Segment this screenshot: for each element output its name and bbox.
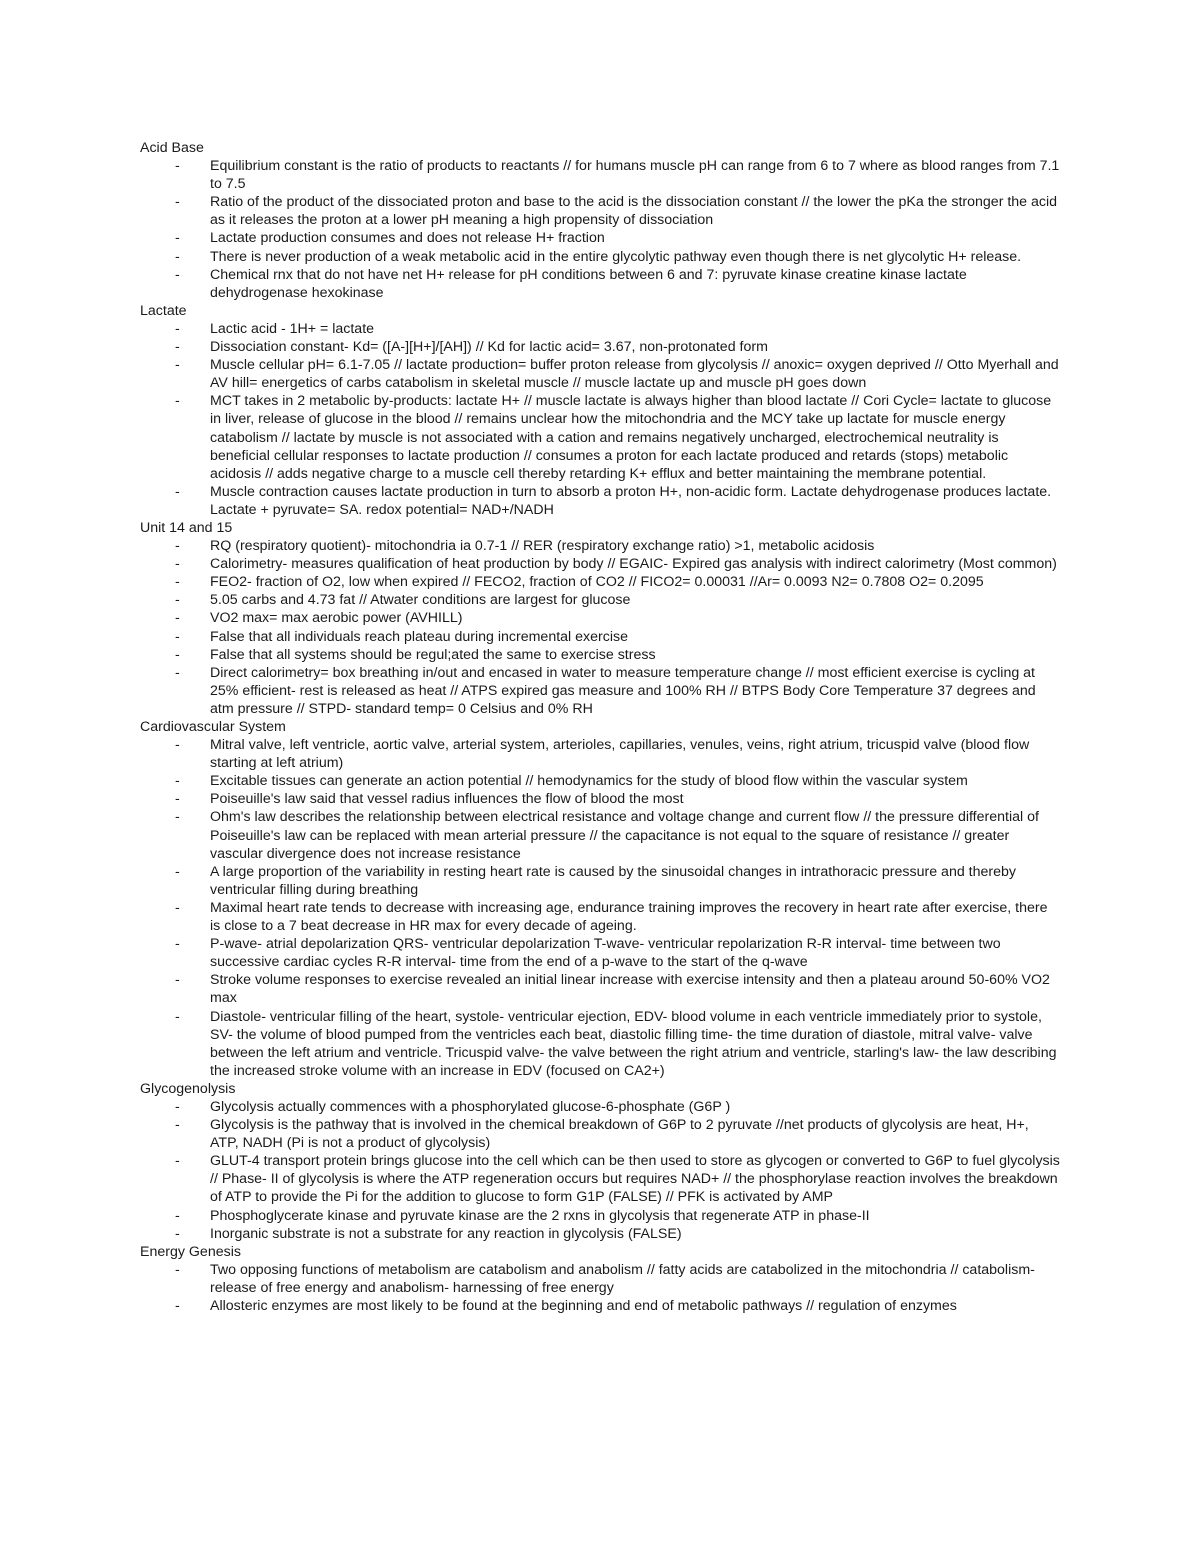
list-item bbox=[175, 790, 1060, 808]
list-item bbox=[175, 356, 1060, 392]
bullet-list bbox=[140, 537, 1060, 718]
bullet-list bbox=[140, 320, 1060, 519]
section-heading: Acid Base bbox=[140, 140, 204, 156]
list-item-text: Muscle cellular pH= 6.1-7.05 // lactate production= buffer proton release from glycolysis // anoxic= oxygen deprived // Otto Myerhall and AV hill= energetics of carbs catabolism in skeletal muscle // muscle lactate up and muscle pH goes down bbox=[210, 357, 1059, 392]
list-item-text: Muscle contraction causes lactate production in turn to absorb a proton H+, non-acidic form. Lactate dehydrogenase produces lactate. Lactate + pyruvate= SA. redox potential= NAD+/NADH bbox=[210, 483, 1052, 518]
list-item bbox=[175, 591, 1060, 609]
section-glycogenolysis bbox=[140, 1080, 1060, 1243]
bullet-dash: - bbox=[175, 1225, 180, 1242]
bullet-dash: - bbox=[175, 664, 180, 681]
list-item-text: Excitable tissues can generate an action potential // hemodynamics for the study of blood flow within the vascular system bbox=[210, 773, 968, 790]
section-lactate bbox=[140, 302, 1060, 519]
bullet-dash: - bbox=[175, 1207, 180, 1224]
bullet-list bbox=[140, 1098, 1060, 1243]
list-item bbox=[175, 1098, 1060, 1116]
list-item-text: Glycolysis is the pathway that is involved in the chemical breakdown of G6P to 2 pyruvate //net products of glycolysis are heat, H+, ATP, NADH (Pi is not a product of glycolysis) bbox=[210, 1117, 1029, 1152]
bullet-dash: - bbox=[175, 592, 180, 609]
bullet-dash: - bbox=[175, 320, 180, 337]
section-heading: Energy Genesis bbox=[140, 1243, 241, 1260]
list-item bbox=[175, 320, 1060, 338]
list-item bbox=[175, 537, 1060, 555]
notes-content bbox=[140, 139, 1060, 1315]
list-item bbox=[175, 935, 1060, 971]
list-item bbox=[175, 483, 1060, 519]
section-cardiovascular bbox=[140, 718, 1060, 1080]
section-unit-14-15 bbox=[140, 519, 1060, 718]
list-item-text: Phosphoglycerate kinase and pyruvate kinase are the 2 rxns in glycolysis that regenerate ATP in phase-II bbox=[210, 1207, 870, 1224]
bullet-dash: - bbox=[175, 646, 180, 663]
list-item-text: RQ (respiratory quotient)- mitochondria ia 0.7-1 // RER (respiratory exchange ratio) >1, metabolic acidosis bbox=[210, 538, 875, 555]
list-item-text: Inorganic substrate is not a substrate for any reaction in glycolysis (FALSE) bbox=[210, 1225, 682, 1242]
list-item bbox=[175, 1116, 1060, 1152]
list-item-text: MCT takes in 2 metabolic by-products: lactate H+ // muscle lactate is always higher than blood lactate // Cori Cycle= lactate to glucose in liver, release of glucose in the blood // remains unclear how the mitochondria and the MCY take up lactate for muscle energy catabolism // lactate by muscle is not associated with a cation and remains negatively uncharged, electrochemical neutrality is beneficial cellular responses to lactate production // consumes a proton for each lactate produced and retards (stops) metabolic acidosis // adds negative charge to a muscle cell thereby retarding K+ efflux and better maintaining the membrane potential. bbox=[210, 393, 1052, 482]
section-acid-base bbox=[140, 139, 1060, 302]
list-item bbox=[175, 646, 1060, 664]
list-item-text: Mitral valve, left ventricle, aortic valve, arterial system, arterioles, capillaries, venules, veins, right atrium, tricuspid valve (blood flow starting at left atrium) bbox=[210, 737, 1030, 772]
list-item bbox=[175, 229, 1060, 247]
bullet-dash: - bbox=[175, 773, 180, 790]
bullet-dash: - bbox=[175, 1153, 180, 1170]
list-item bbox=[175, 392, 1060, 482]
list-item-text: GLUT-4 transport protein brings glucose into the cell which can be then used to store as glycogen or converted to G6P to fuel glycolysis // Phase- II of glycolysis is where the ATP regeneration occurs but requires NAD+ // the phosphorylase reaction involves the breakdown of ATP to provide the Pi for the addition to glucose to form G1P (FALSE) // PFK is activated by AMP bbox=[210, 1153, 1060, 1206]
bullet-dash: - bbox=[175, 339, 180, 356]
list-item-text: VO2 max= max aerobic power (AVHILL) bbox=[210, 610, 463, 627]
list-item-text: Equilibrium constant is the ratio of products to reactants // for humans muscle pH can range from 6 to 7 where as blood ranges from 7.1 to 7.5 bbox=[210, 158, 1060, 193]
list-item bbox=[175, 266, 1060, 302]
bullet-list bbox=[140, 736, 1060, 1080]
list-item bbox=[175, 1152, 1060, 1206]
list-item-text: Lactate production consumes and does not release H+ fraction bbox=[210, 230, 605, 247]
bullet-list bbox=[140, 1261, 1060, 1315]
list-item-text: Stroke volume responses to exercise revealed an initial linear increase with exercise intensity and then a plateau around 50-60% VO2 max bbox=[210, 972, 1050, 1007]
list-item bbox=[175, 338, 1060, 356]
bullet-dash: - bbox=[175, 158, 180, 175]
bullet-dash: - bbox=[175, 483, 180, 500]
list-item-text: FEO2- fraction of O2, low when expired // FECO2, fraction of CO2 // FICO2= 0.00031 //Ar= 0.0093 N2= 0.7808 O2= 0.2095 bbox=[210, 574, 984, 591]
list-item-text: Lactic acid - 1H+ = lactate bbox=[210, 320, 375, 337]
section-energy-genesis bbox=[140, 1243, 1060, 1315]
bullet-dash: - bbox=[175, 936, 180, 953]
bullet-dash: - bbox=[175, 899, 180, 916]
bullet-dash: - bbox=[175, 393, 180, 410]
bullet-dash: - bbox=[175, 194, 180, 211]
list-item-text: A large proportion of the variability in resting heart rate is caused by the sinusoidal changes in intrathoracic pressure and thereby ventricular filling during breathing bbox=[210, 863, 1016, 898]
list-item-text: Chemical rnx that do not have net H+ release for pH conditions between 6 and 7: pyruvate kinase creatine kinase lactate dehydrogenase hexokinase bbox=[210, 266, 967, 301]
list-item-text: 5.05 carbs and 4.73 fat // Atwater conditions are largest for glucose bbox=[210, 592, 631, 609]
list-item-text: Ratio of the product of the dissociated proton and base to the acid is the dissociation constant // the lower the pKa the stronger the acid as it releases the proton at a lower pH meaning a high propensity of dissociation bbox=[210, 194, 1058, 229]
list-item bbox=[175, 1261, 1060, 1297]
list-item bbox=[175, 628, 1060, 646]
list-item-text: Ohm's law describes the relationship between electrical resistance and voltage change and current flow // the pressure differential of Poiseuille's law can be replaced with mean arterial pressure // the capacitance is not equal to the square of resistance // greater vascular divergence does not increase resistance bbox=[210, 809, 1039, 862]
bullet-dash: - bbox=[175, 248, 180, 265]
bullet-dash: - bbox=[175, 230, 180, 247]
list-item bbox=[175, 736, 1060, 772]
bullet-dash: - bbox=[175, 1261, 180, 1278]
list-item bbox=[175, 899, 1060, 935]
list-item bbox=[175, 863, 1060, 899]
list-item-text: Allosteric enzymes are most likely to be found at the beginning and end of metabolic pathways // regulation of enzymes bbox=[210, 1298, 957, 1314]
list-item-text: Two opposing functions of metabolism are catabolism and anabolism // fatty acids are catabolized in the mitochondria // catabolism- release of free energy and anabolism- harnessing of free energy bbox=[210, 1261, 1035, 1296]
list-item-text: There is never production of a weak metabolic acid in the entire glycolytic pathway even though there is net glycolytic H+ release. bbox=[210, 248, 1022, 265]
bullet-dash: - bbox=[175, 556, 180, 573]
list-item bbox=[175, 248, 1060, 266]
list-item-text: Poiseuille's law said that vessel radius influences the flow of blood the most bbox=[210, 791, 684, 808]
list-item bbox=[175, 609, 1060, 627]
list-item-text: Direct calorimetry= box breathing in/out and encased in water to measure temperature change // most efficient exercise is cycling at 25% efficient- rest is released as heat // ATPS expired gas measure and 100% RH // BTPS Body Core Temperature 37 degrees and atm pressure // STPD- standard temp= 0 Celsius and 0% RH bbox=[210, 664, 1036, 717]
list-item bbox=[175, 971, 1060, 1007]
list-item bbox=[175, 555, 1060, 573]
list-item-text: Dissociation constant- Kd= ([A-][H+]/[AH]) // Kd for lactic acid= 3.67, non-protonated form bbox=[210, 339, 768, 356]
section-heading: Lactate bbox=[140, 302, 187, 319]
bullet-dash: - bbox=[175, 1117, 180, 1134]
list-item-text: Diastole- ventricular filling of the heart, systole- ventricular ejection, EDV- blood volume in each ventricle immediately prior to systole, SV- the volume of blood pumped from the ventricles each beat, diastolic filling time- the time duration of diastole, mitral valve- valve between the left atrium and ventricle. Tricuspid valve- the valve between the right atrium and ventricle, starling's law- the law describing the increased stroke volume with an increase in EDV (focused on CA2+) bbox=[210, 1008, 1057, 1079]
bullet-dash: - bbox=[175, 628, 180, 645]
list-item-text: P-wave- atrial depolarization QRS- ventricular depolarization T-wave- ventricular repolarization R-R interval- time between two successive cardiac cycles R-R interval- time from the end of a p-wave to the start of the q-wave bbox=[210, 936, 1001, 971]
section-heading: Glycogenolysis bbox=[140, 1080, 236, 1097]
list-item-text: Calorimetry- measures qualification of heat production by body // EGAIC- Expired gas analysis with indirect calorimetry (Most common) bbox=[210, 556, 1057, 573]
bullet-dash: - bbox=[175, 1298, 180, 1314]
list-item-text: False that all systems should be regul;ated the same to exercise stress bbox=[210, 646, 656, 663]
bullet-dash: - bbox=[175, 266, 180, 283]
list-item-text: Glycolysis actually commences with a phosphorylated glucose-6-phosphate (G6P ) bbox=[210, 1098, 731, 1115]
bullet-dash: - bbox=[175, 791, 180, 808]
list-item-text: Maximal heart rate tends to decrease with increasing age, endurance training improves the recovery in heart rate after exercise, there is close to a 7 beat decrease in HR max for every decade of ageing. bbox=[210, 899, 1048, 935]
list-item bbox=[175, 1225, 1060, 1243]
list-item bbox=[175, 1297, 1060, 1315]
bullet-dash: - bbox=[175, 737, 180, 754]
list-item bbox=[175, 1008, 1060, 1080]
bullet-dash: - bbox=[175, 972, 180, 989]
list-item-text: False that all individuals reach plateau during incremental exercise bbox=[210, 628, 628, 645]
bullet-dash: - bbox=[175, 610, 180, 627]
bullet-dash: - bbox=[175, 538, 180, 555]
bullet-dash: - bbox=[175, 357, 180, 374]
section-heading: Unit 14 and 15 bbox=[140, 519, 233, 536]
list-item bbox=[175, 772, 1060, 790]
list-item bbox=[175, 157, 1060, 193]
bullet-list bbox=[140, 157, 1060, 302]
section-heading: Cardiovascular System bbox=[140, 719, 286, 735]
list-item bbox=[175, 573, 1060, 591]
bullet-dash: - bbox=[175, 574, 180, 591]
list-item bbox=[175, 1207, 1060, 1225]
bullet-dash: - bbox=[175, 1008, 180, 1025]
bullet-dash: - bbox=[175, 809, 180, 826]
bullet-dash: - bbox=[175, 863, 180, 880]
bullet-dash: - bbox=[175, 1098, 180, 1115]
list-item bbox=[175, 193, 1060, 229]
list-item bbox=[175, 664, 1060, 718]
list-item bbox=[175, 808, 1060, 862]
